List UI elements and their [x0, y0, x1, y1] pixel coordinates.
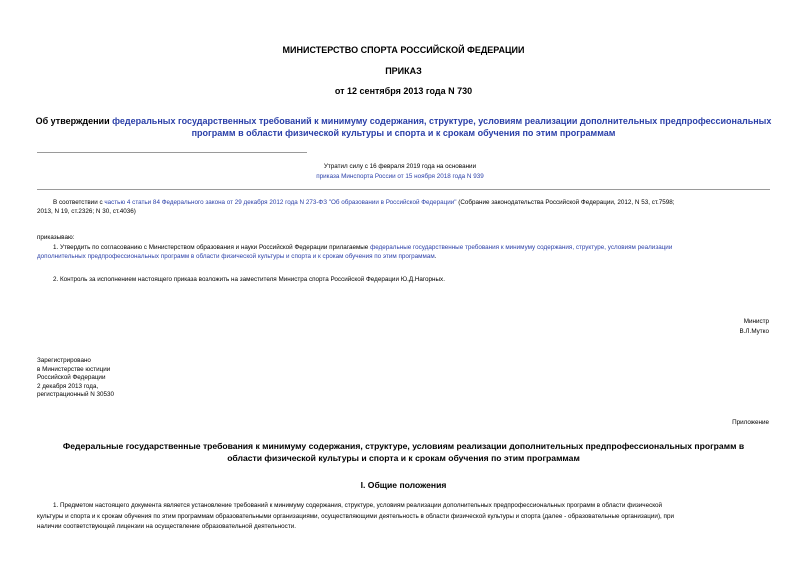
separator-short — [37, 152, 307, 153]
registration-line: Зарегистрировано — [37, 357, 91, 364]
status-link[interactable]: приказа Минспорта России от 15 ноября 2018 года N 939 — [316, 173, 484, 180]
registration-block — [37, 357, 114, 400]
signature-position: Министр — [743, 318, 769, 325]
requirements-link[interactable]: федеральные государственные требования к минимуму содержания, структуре, условиям реализации — [370, 244, 673, 251]
registration-line: в Министерстве юстиции — [37, 365, 111, 373]
paragraph-line-3: наличии соответствующей лицензии на осуществление образовательной деятельности. — [37, 523, 296, 530]
registration-line: 2 декабря 2013 года, — [37, 382, 99, 390]
order-item-1 — [37, 244, 772, 261]
preamble-text-2: (Собрание законодательства Российской Федерации, 2012, N 53, ст.7598; — [456, 199, 675, 206]
paragraph-line-2: культуры и спорта и к срокам обучения по этим программам образовательными организациями, осуществляющими деятельность в области физической культуры и спорта (далее - образовательные организации), при — [37, 512, 674, 520]
appendix-label: Приложение — [732, 419, 769, 426]
appendix-title-line-1: Федеральные государственные требования к минимуму содержания, структуре, условиям реализации дополнительных предпрофессиональных программ в — [62, 441, 745, 451]
signature-name: В.Л.Мутко — [739, 328, 769, 335]
document-title — [30, 115, 777, 139]
registration-line: Российской Федерации — [37, 374, 106, 382]
title-link-continued[interactable]: программ в области физической культуры и спорта и к срокам обучения по этим программам — [191, 128, 616, 138]
section-title: I. Общие положения — [360, 480, 447, 490]
paragraph-line-1: 1. Предметом настоящего документа является установление требований к минимуму содержания, структуре, условиям реализации дополнительных предпрофессиональных программ в области физической — [53, 502, 663, 509]
order-item-1-text: 1. Утвердить по согласованию с Министерством образования и науки Российской Федерации прилагаемые — [53, 244, 371, 251]
preamble-text: В соответствии с — [53, 199, 105, 206]
title-prefix: Об утверждении — [35, 116, 113, 126]
separator-long — [37, 189, 770, 190]
ministry-heading: МИНИСТЕРСТВО СПОРТА РОССИЙСКОЙ ФЕДЕРАЦИИ — [282, 45, 525, 55]
preamble-paragraph — [37, 199, 772, 216]
order-item-1-end: . — [434, 252, 437, 260]
title-link[interactable]: федеральных государственных требований к минимуму содержания, структуре, условиям реализации дополнительных предпрофессиональных — [112, 116, 772, 126]
doc-type-heading: ПРИКАЗ — [385, 66, 422, 76]
preamble-text-3: 2013, N 19, ст.2326; N 30, ст.4036) — [37, 207, 136, 215]
appendix-title-line-2: области физической культуры и спорта и к срокам обучения по этим программам — [227, 453, 580, 463]
order-item-2: 2. Контроль за исполнением настоящего приказа возложить на заместителя Министра спорта Российской Федерации Ю.Д.Нагорных. — [53, 276, 445, 283]
appendix-title — [30, 440, 777, 464]
doc-date-number: от 12 сентября 2013 года N 730 — [334, 86, 473, 96]
requirements-link-continued[interactable]: дополнительных предпрофессиональных программ в области физической культуры и спорта и к срокам обучения по этим программам — [37, 252, 435, 260]
order-label: приказываю: — [37, 234, 75, 241]
law-link[interactable]: частью 4 статьи 84 Федерального закона от 29 декабря 2012 года N 273-ФЗ "Об образовании в Российской Федерации" — [104, 199, 457, 206]
status-line: Утратил силу с 16 февраля 2019 года на основании — [323, 163, 477, 170]
registration-line: регистрационный N 30530 — [37, 391, 115, 399]
general-provisions-paragraph — [37, 501, 772, 533]
